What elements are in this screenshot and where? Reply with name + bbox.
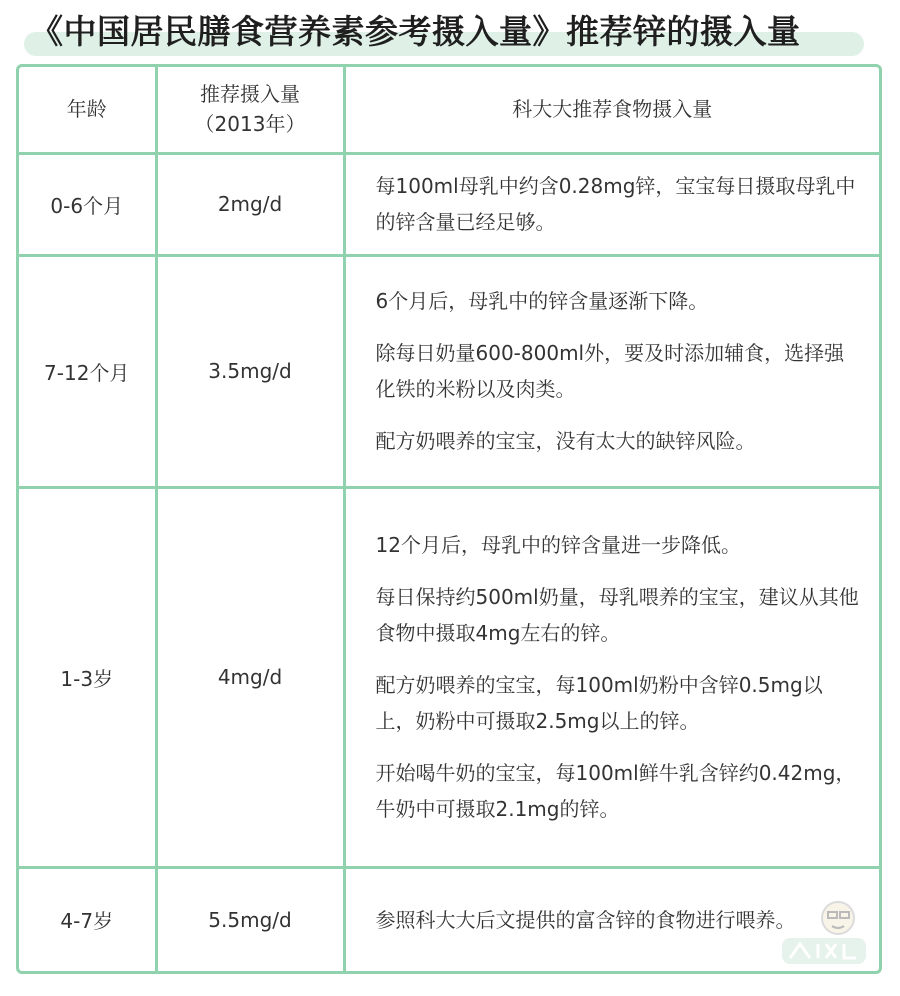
age-cell: 4-7岁 — [19, 867, 156, 971]
note-text: 配方奶喂养的宝宝，每100ml奶粉中含锌0.5mg以上，奶粉中可摄取2.5mg以上的锌。 — [375, 673, 823, 733]
note-text: 每日保持约500ml奶量，母乳喂养的宝宝，建议从其他食物中摄取4mg左右的锌。 — [375, 585, 859, 645]
amount-cell: 4mg/d — [156, 487, 344, 867]
age-cell: 0-6个月 — [19, 153, 156, 255]
table-row — [19, 255, 879, 487]
age-cell: 7-12个月 — [19, 255, 156, 487]
zinc-intake-table — [16, 64, 882, 974]
header-food: 科大大推荐食物摄入量 — [344, 67, 879, 153]
notes-cell — [344, 487, 879, 867]
table-header-row — [19, 67, 879, 153]
header-recommended — [156, 67, 344, 153]
brand-logo-icon — [776, 898, 872, 970]
notes-cell — [344, 255, 879, 487]
note-text: 开始喝牛奶的宝宝，每100ml鲜牛乳含锌约0.42mg，牛奶中可摄取2.1mg的锌。 — [375, 761, 856, 821]
note-text: 6个月后，母乳中的锌含量逐渐下降。 — [375, 289, 709, 313]
table-row — [19, 867, 879, 971]
header-recommended-line1: 推荐摄入量 — [200, 82, 300, 107]
age-cell: 1-3岁 — [19, 487, 156, 867]
notes-cell — [344, 153, 879, 255]
note-text: 配方奶喂养的宝宝，没有太大的缺锌风险。 — [375, 429, 756, 453]
amount-cell: 3.5mg/d — [156, 255, 344, 487]
note-text: 除每日奶量600-800ml外，要及时添加辅食，选择强化铁的米粉以及肉类。 — [375, 341, 845, 401]
table-row — [19, 487, 879, 867]
page-title: 《中国居民膳食营养素参考摄入量》推荐锌的摄入量 — [30, 12, 801, 51]
note-text: 每100ml母乳中约含0.28mg锌，宝宝每日摄取母乳中的锌含量已经足够。 — [375, 174, 856, 234]
table-row — [19, 153, 879, 255]
note-text: 12个月后，母乳中的锌含量进一步降低。 — [375, 533, 741, 557]
header-recommended-line2: （2013年） — [194, 112, 306, 137]
amount-cell: 5.5mg/d — [156, 867, 344, 971]
note-text: 参照科大大后文提供的富含锌的食物进行喂养。 — [375, 907, 796, 932]
amount-cell: 2mg/d — [156, 153, 344, 255]
header-age: 年龄 — [19, 67, 156, 153]
